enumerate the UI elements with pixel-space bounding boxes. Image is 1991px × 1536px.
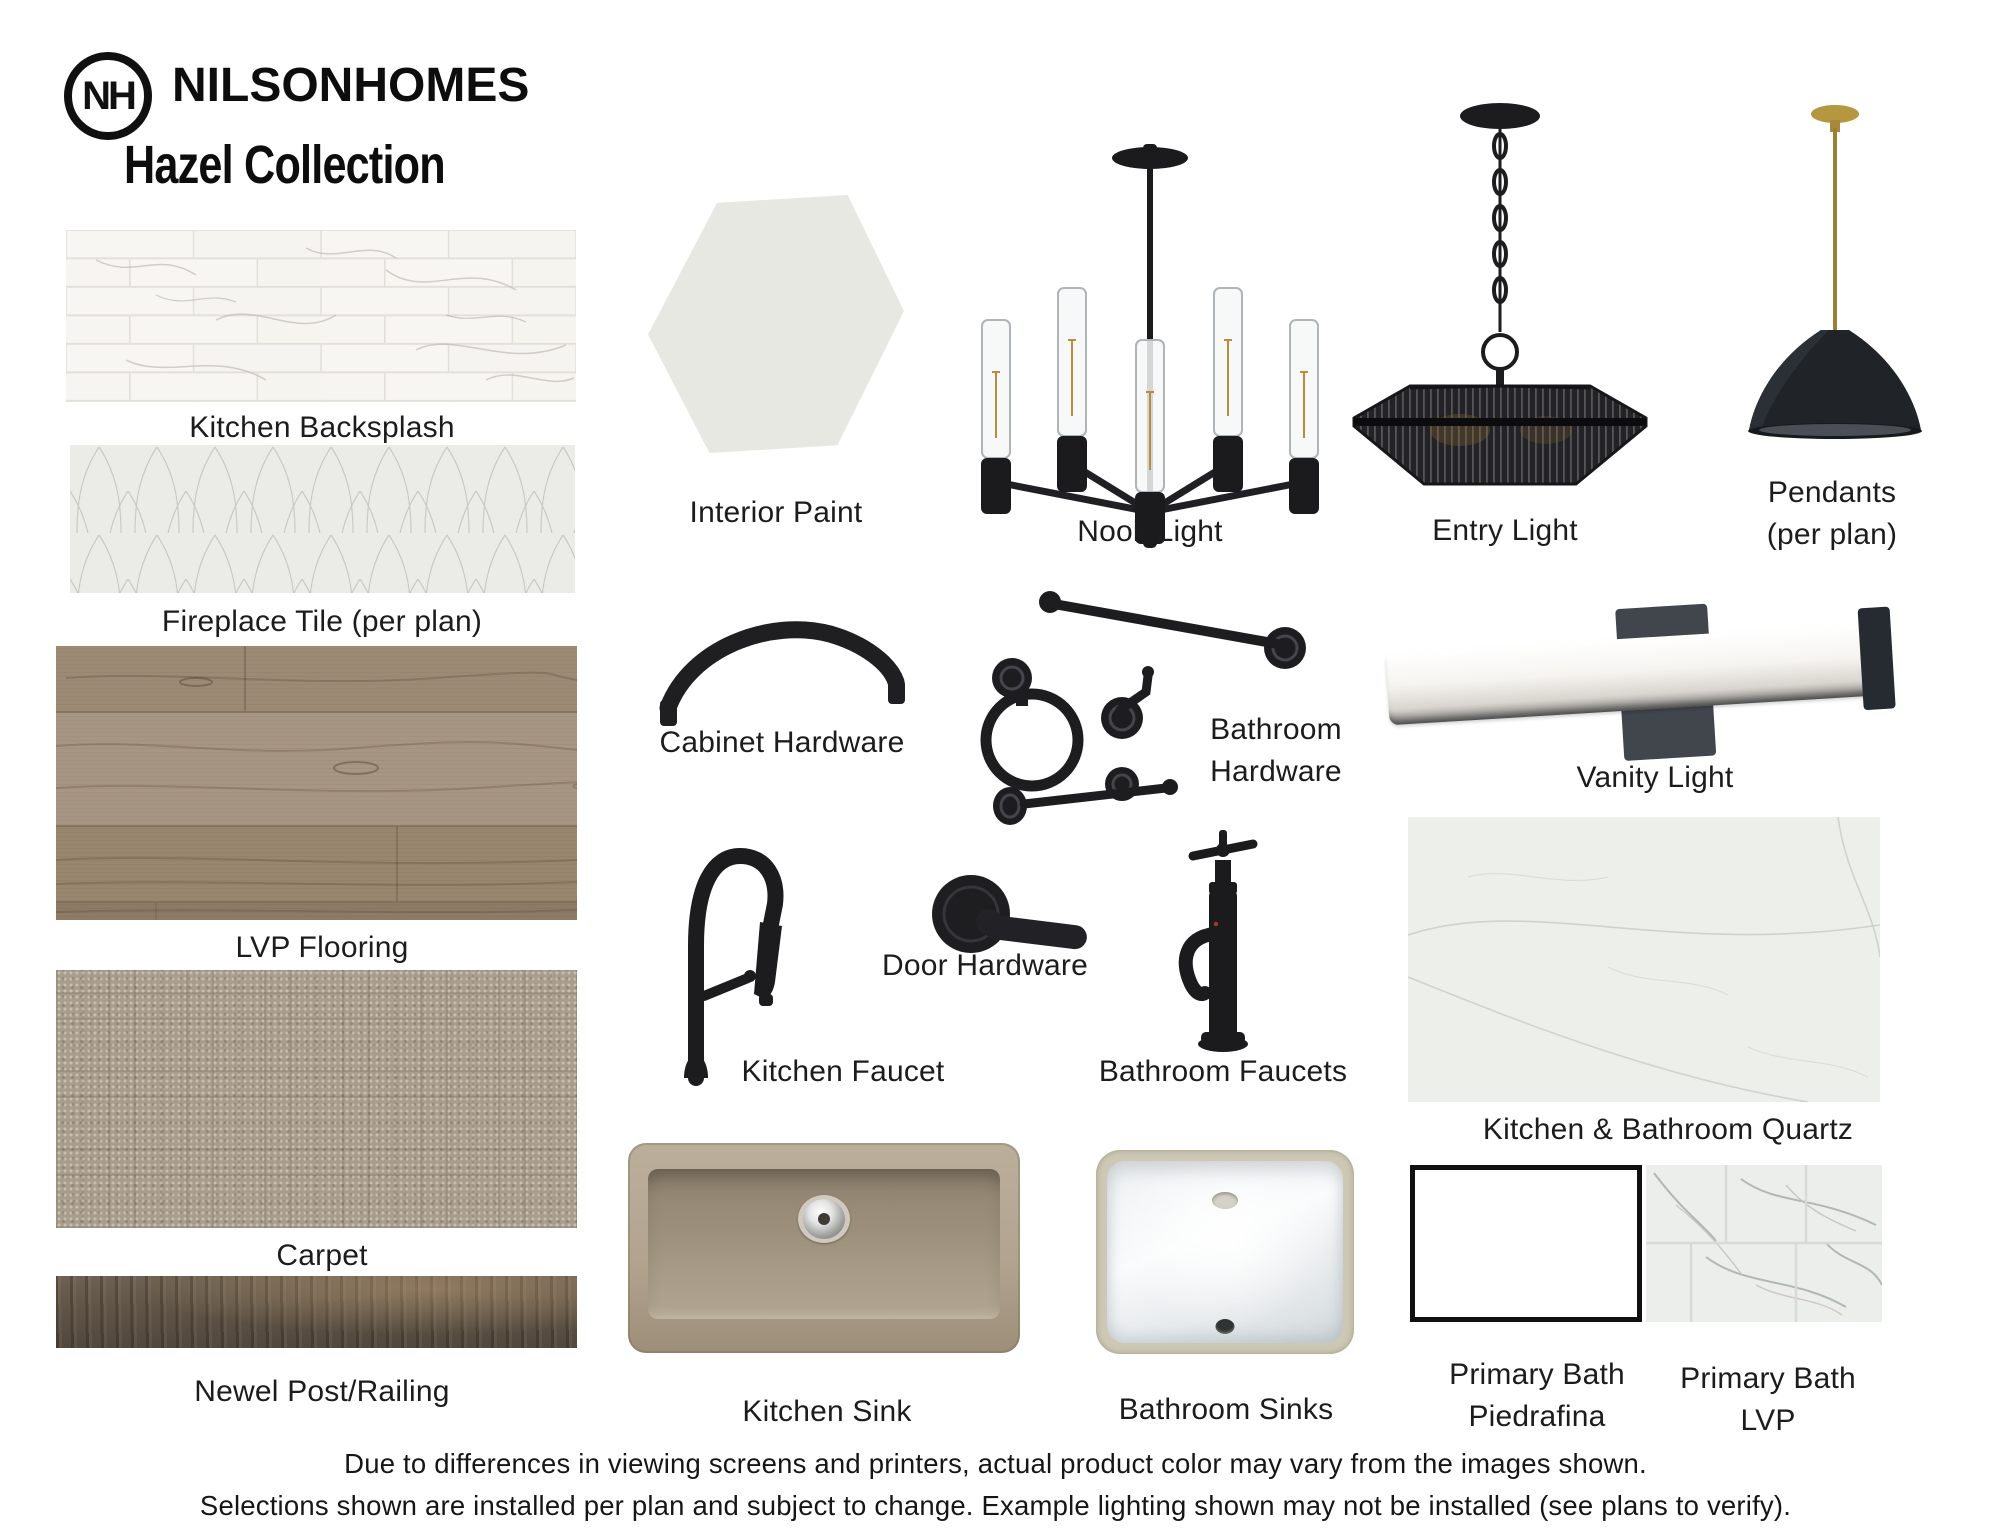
cone-pendant-icon [1745,100,1925,450]
marble-subway-tile-image [66,230,576,402]
bathroom-sink-overflow [1212,1192,1238,1209]
kitchen-faucet-icon [662,826,802,1088]
label-carpet: Carpet [276,1239,368,1272]
label-lvp-flooring: LVP Flooring [235,931,409,964]
bathroom-sink-drain [1216,1319,1235,1334]
collection-title: Hazel Collection [124,135,445,195]
vanity-light-endcap [1858,606,1896,710]
label-bathroom-hardware-line1: Bathroom [1210,713,1342,746]
label-kitchen-sink: Kitchen Sink [742,1395,912,1428]
label-pendants-line2: (per plan) [1766,518,1898,551]
logo-monogram: NH [82,73,134,118]
bathroom-sink-image [1096,1150,1354,1354]
piedrafina-swatch [1410,1165,1642,1322]
cabinet-pull-icon [650,608,910,730]
label-kitchen-faucet: Kitchen Faucet [741,1055,945,1088]
label-bathroom-hardware-line2: Hardware [1210,755,1342,788]
label-vanity-light: Vanity Light [1576,761,1734,794]
entry-light-image [1350,100,1650,500]
disclaimer-line-2: Selections shown are installed per plan and subject to change. Example lighting shown may not be installed (see plans to verify). [199,1490,1792,1521]
label-piedrafina [1449,1354,1625,1438]
label-pendants-line1: Pendants [1767,476,1897,509]
label-kitchen-backsplash: Kitchen Backsplash [189,411,455,444]
bathroom-sink-bowl [1107,1161,1343,1343]
label-piedrafina-line1: Primary Bath [1449,1358,1625,1391]
label-door-hardware: Door Hardware [881,949,1089,982]
marble-tile-image [1646,1165,1882,1322]
brand-name: NILSONHOMES [172,59,530,112]
nook-light-image [980,140,1320,560]
fireplace-tile-swatch [70,445,575,593]
chandelier-icon [980,140,1320,560]
label-nook-light: Nook Light [1077,515,1223,548]
kitchen-sink-image [628,1143,1020,1353]
cabinet-hardware-image [650,608,910,730]
label-primary-bath-lvp [1680,1358,1856,1442]
kitchen-sink-drain [818,1213,830,1225]
fan-tile-image [70,445,575,593]
wood-plank-image [56,646,577,920]
label-bathroom-faucets: Bathroom Faucets [1098,1055,1348,1088]
primary-bath-lvp-swatch [1646,1165,1882,1322]
quartz-swatch [1408,817,1880,1102]
label-newel-post: Newel Post/Railing [194,1375,450,1408]
newel-post-swatch [56,1276,577,1348]
label-bathroom-hardware [1210,709,1342,793]
label-bathroom-sinks: Bathroom Sinks [1118,1393,1334,1426]
bath-faucet-icon [1168,826,1278,1058]
label-cabinet-hardware: Cabinet Hardware [659,726,905,759]
kitchen-sink-bowl [648,1169,1000,1319]
label-fireplace-tile: Fireplace Tile (per plan) [161,605,483,638]
label-piedrafina-line2: Piedrafina [1468,1400,1606,1433]
lvp-flooring-swatch [56,646,577,920]
quartz-veining-image [1408,817,1880,1102]
kitchen-backsplash-swatch [66,230,576,402]
kitchen-faucet-image [662,826,802,1088]
label-entry-light: Entry Light [1432,514,1578,547]
label-quartz: Kitchen & Bathroom Quartz [1482,1113,1854,1146]
interior-paint-swatch [648,195,904,453]
pendant-light-image [1745,100,1925,450]
bathroom-faucet-image [1168,826,1278,1058]
disclaimer-line-1: Due to differences in viewing screens and printers, actual product color may vary from the images shown. [344,1448,1647,1479]
label-primary-bath-lvp-line1: Primary Bath [1680,1362,1856,1395]
vanity-light-bar [1385,624,1874,726]
label-primary-bath-lvp-line2: LVP [1740,1404,1796,1437]
rattan-pendant-icon [1350,100,1650,500]
label-interior-paint: Interior Paint [689,496,863,529]
carpet-swatch [56,970,577,1228]
label-pendants [1767,472,1897,556]
nilson-homes-logo-icon [64,52,152,140]
